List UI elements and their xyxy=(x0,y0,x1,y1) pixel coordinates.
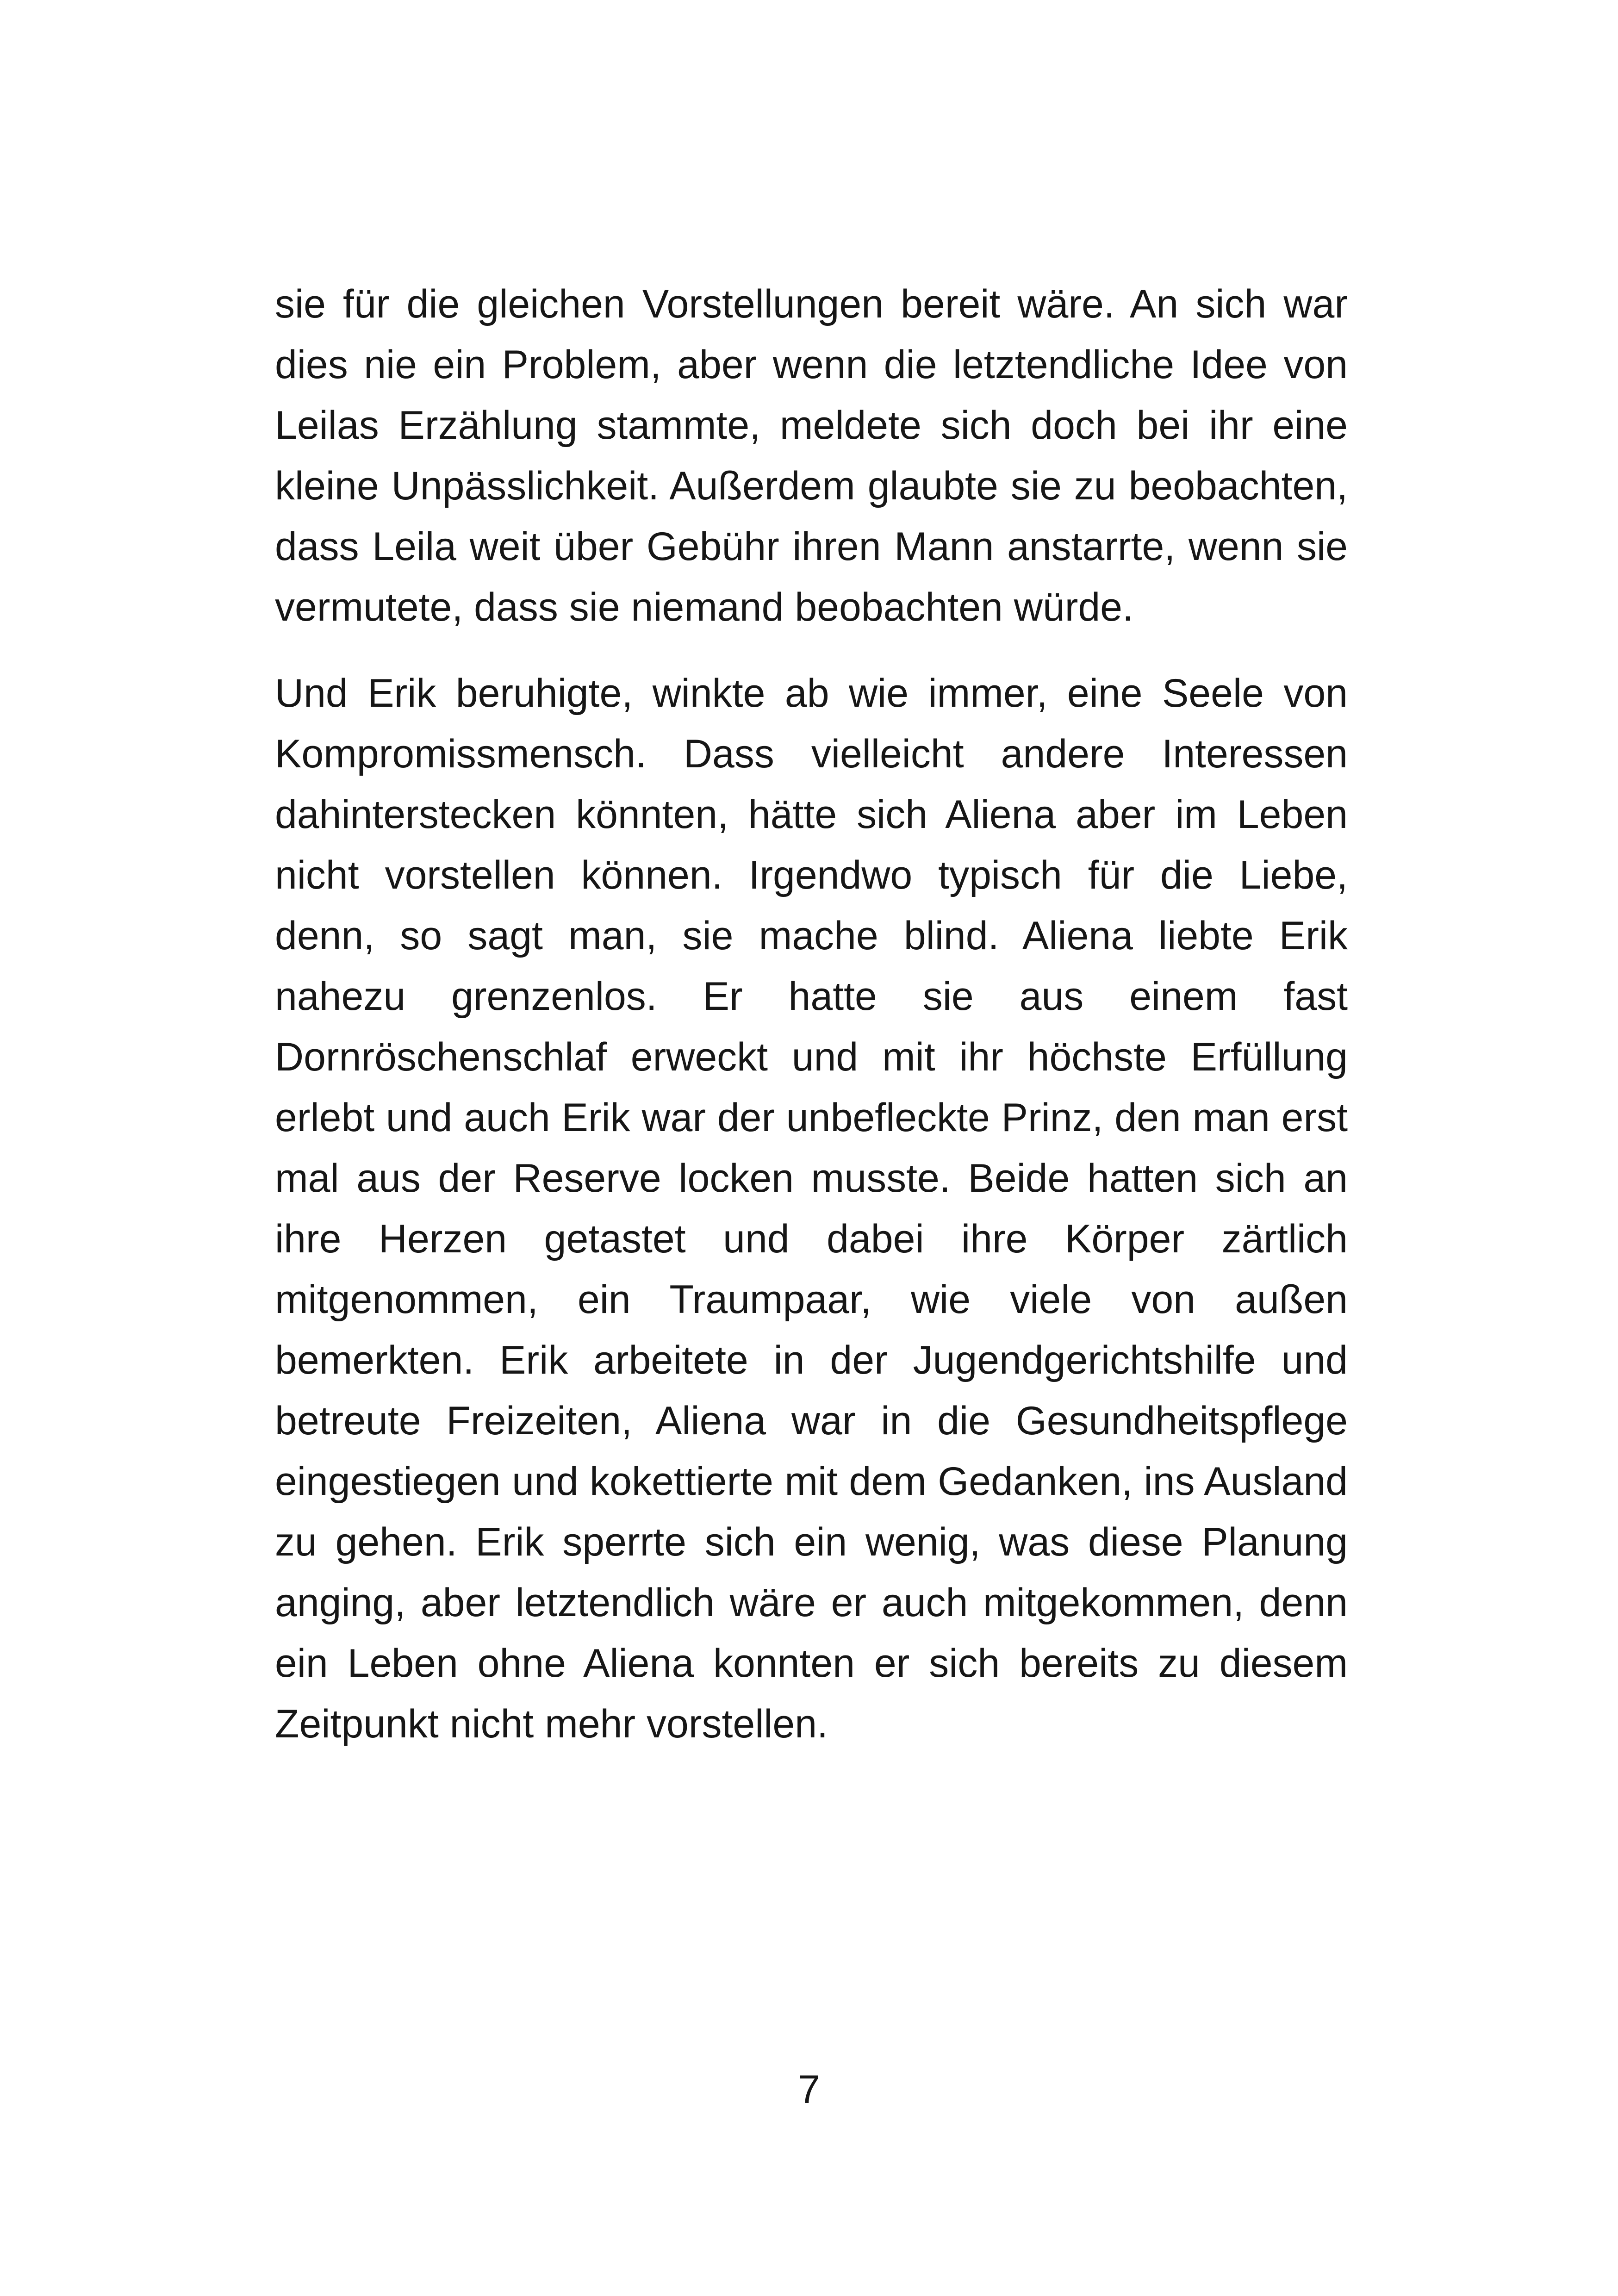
page-body xyxy=(275,274,1348,1755)
page-number: 7 xyxy=(798,2067,820,2112)
paragraph-1: sie für die gleichen Vorstellungen bereit wäre. An sich war dies nie ein Problem, aber wenn die letztendliche Idee von Leilas Erzählung stammte, meldete sich doch bei ihr eine kleine Unpässlichkeit. Außerdem glaubte sie zu beobachten, dass Leila weit über Gebühr ihren Mann anstarrte, wenn sie vermutete, dass sie niemand beobachten würde. xyxy=(275,282,1348,629)
paragraph-2: Und Erik beruhigte, winkte ab wie immer, eine Seele von Kompromissmensch. Dass vielleicht andere Interessen dahinterstecken könnten, hätte sich Aliena aber im Leben nicht vorstellen können. Irgendwo typisch für die Liebe, denn, so sagt man, sie mache blind. Aliena liebte Erik nahezu grenzenlos. Er hatte sie aus einem fast Dornröschenschlaf erweckt und mit ihr höchste Erfüllung erlebt und auch Erik war der unbefleckte Prinz, den man erst mal aus der Reserve locken musste. Beide hatten sich an ihre Herzen getastet und dabei ihre Körper zärtlich mitgenommen, ein Traumpaar, wie viele von außen bemerkten. Erik arbeitete in der Jugendgerichtshilfe und betreute Freizeiten, Aliena war in die Gesundheitspflege eingestiegen und kokettierte mit dem Gedanken, ins Ausland zu gehen. Erik sperrte sich ein wenig, was diese Planung anging, aber letztendlich wäre er auch mitgekommen, denn ein Leben ohne Aliena konnten er sich bereits zu diesem Zeitpunkt nicht mehr vorstellen. xyxy=(275,671,1348,1746)
